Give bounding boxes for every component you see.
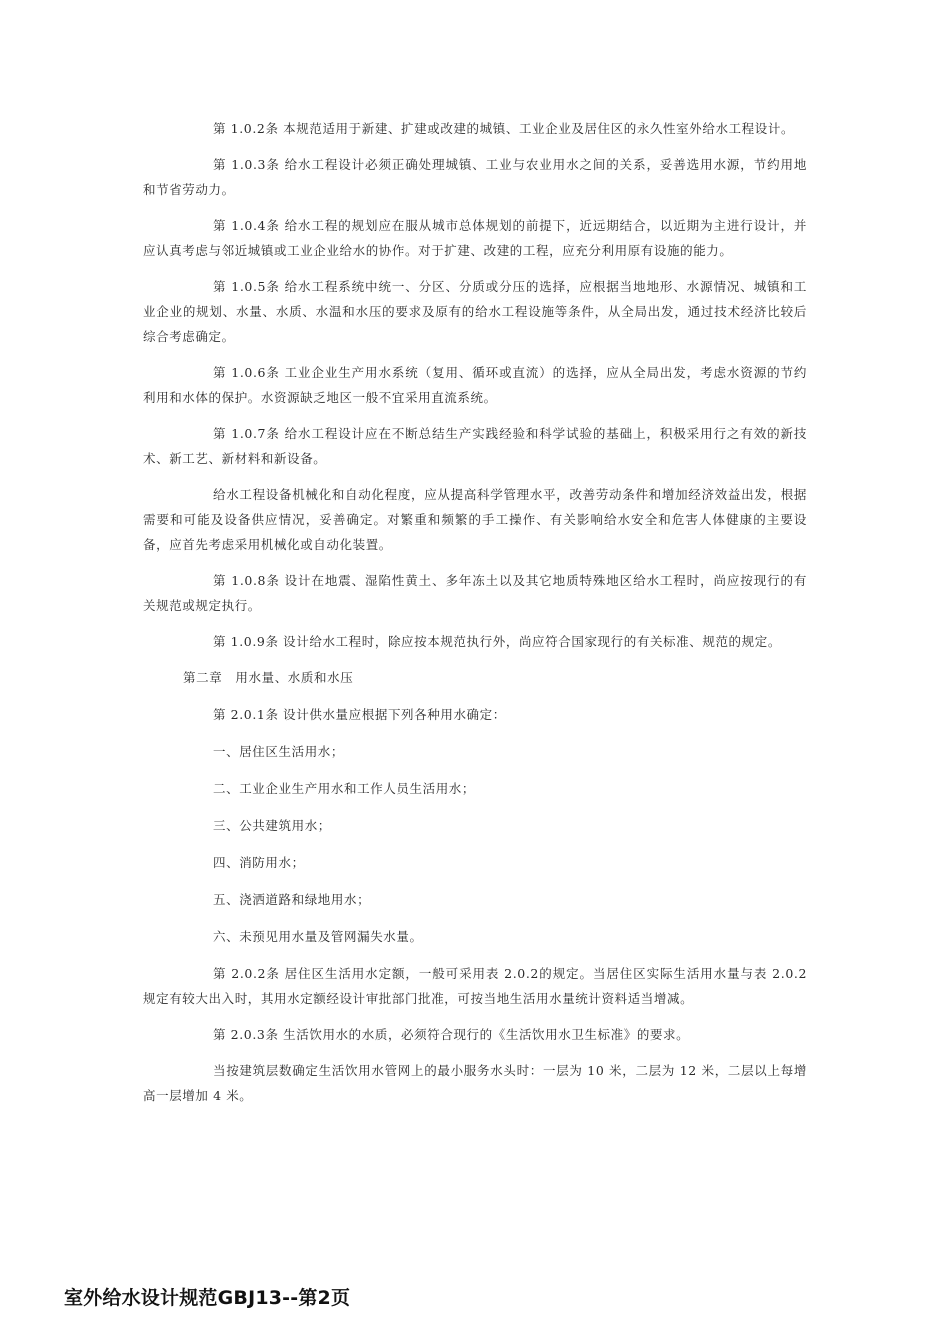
list-item: 六、未预见用水量及管网漏失水量。: [213, 929, 423, 944]
clause-1-0-7-note: 给水工程设备机械化和自动化程度，应从提高科学管理水平，改善劳动条件和增加经济效益出发，根据需要和可能及设备供应情况，妥善确定。对繁重和频繁的手工操作、有关影响给水安全和危害人体健康的主要设备，应首先考虑采用机械化或自动化装置。: [143, 487, 807, 552]
list-item: 三、公共建筑用水；: [213, 818, 331, 833]
list-item: 五、浇洒道路和绿地用水；: [213, 892, 371, 907]
list-item: 四、消防用水；: [213, 855, 305, 870]
clause-1-0-3: 第 1.0.3条 给水工程设计必须正确处理城镇、工业与农业用水之间的关系，妥善选用水源，节约用地和节省劳动力。: [143, 157, 807, 197]
list-item: 一、居住区生活用水；: [213, 744, 345, 759]
clause-1-0-9: 第 1.0.9条 设计给水工程时，除应按本规范执行外，尚应符合国家现行的有关标准、规范的规定。: [213, 634, 781, 649]
clause-1-0-8: 第 1.0.8条 设计在地震、湿陷性黄土、多年冻土以及其它地质特殊地区给水工程时，尚应按现行的有关规范或规定执行。: [143, 573, 807, 613]
document-body: [143, 116, 807, 1119]
clause-2-0-3-note: 当按建筑层数确定生活饮用水管网上的最小服务水头时：一层为 10 米，二层为 12 米，二层以上每增高一层增加 4 米。: [143, 1063, 807, 1103]
clause-1-0-4: 第 1.0.4条 给水工程的规划应在服从城市总体规划的前提下，近远期结合，以近期为主进行设计，并应认真考虑与邻近城镇或工业企业给水的协作。对于扩建、改建的工程，应充分利用原有设施的能力。: [143, 218, 807, 258]
clause-1-0-2: 第 1.0.2条 本规范适用于新建、扩建或改建的城镇、工业企业及居住区的永久性室外给水工程设计。: [213, 121, 795, 136]
clause-1-0-6: 第 1.0.6条 工业企业生产用水系统（复用、循环或直流）的选择，应从全局出发，考虑水资源的节约利用和水体的保护。水资源缺乏地区一般不宜采用直流系统。: [143, 365, 807, 405]
clause-1-0-7: 第 1.0.7条 给水工程设计应在不断总结生产实践经验和科学试验的基础上，积极采用行之有效的新技术、新工艺、新材料和新设备。: [143, 426, 807, 466]
list-item: 二、工业企业生产用水和工作人员生活用水；: [213, 781, 476, 796]
page-footer-title: 室外给水设计规范GBJ13--第2页: [64, 1287, 351, 1309]
clause-2-0-3: 第 2.0.3条 生活饮用水的水质，必须符合现行的《生活饮用水卫生标准》的要求。: [213, 1027, 690, 1042]
clause-2-0-1: 第 2.0.1条 设计供水量应根据下列各种用水确定：: [213, 707, 506, 722]
clause-2-0-2: 第 2.0.2条 居住区生活用水定额，一般可采用表 2.0.2的规定。当居住区实际生活用水量与表 2.0.2规定有较大出入时，其用水定额经设计审批部门批准，可按当地生活用水量统计资料适当增减。: [143, 966, 807, 1006]
clause-1-0-5: 第 1.0.5条 给水工程系统中统一、分区、分质或分压的选择，应根据当地地形、水源情况、城镇和工业企业的规划、水量、水质、水温和水压的要求及原有的给水工程设施等条件，从全局出发，通过技术经济比较后综合考虑确定。: [143, 279, 807, 344]
chapter-heading: 第二章 用水量、水质和水压: [183, 670, 354, 685]
